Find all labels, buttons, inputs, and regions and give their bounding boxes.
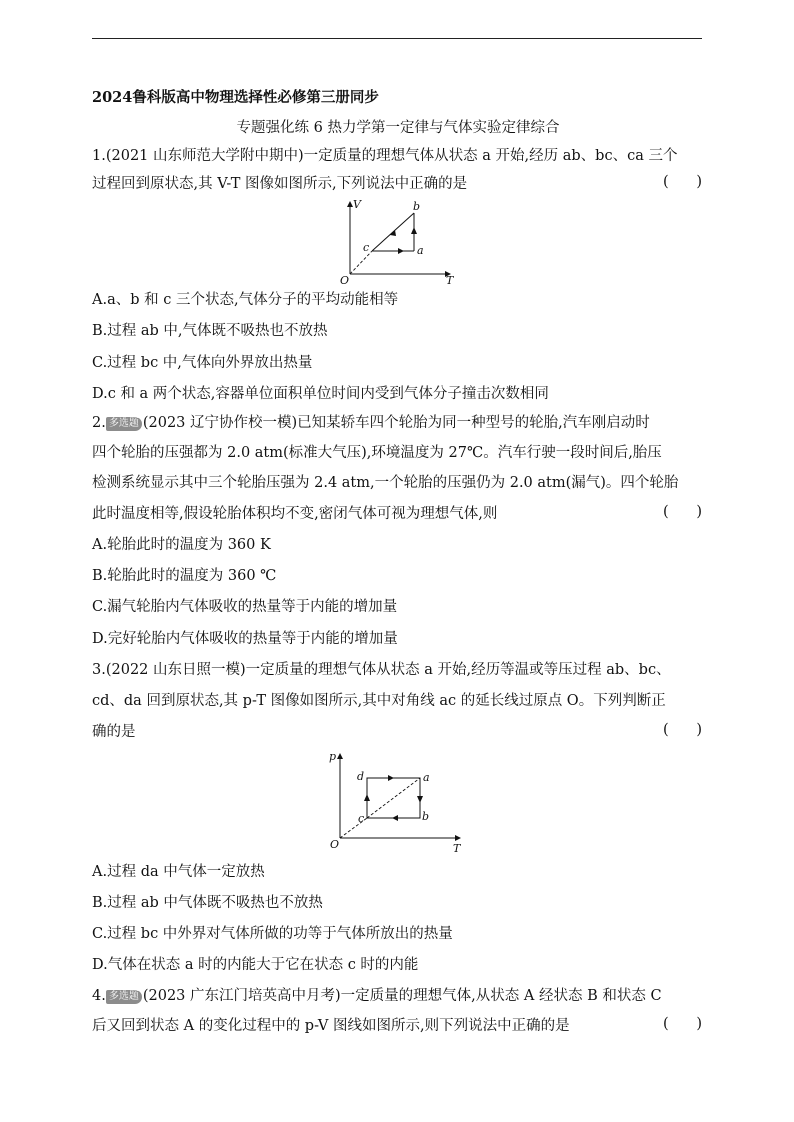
q4-stem-line2: 后又回到状态 A 的变化过程中的 p-V 图线如图所示,则下列说法中正确的是 — [92, 1018, 570, 1034]
multi-choice-badge: 多选题 — [106, 990, 142, 1004]
q2-number: 2. — [92, 415, 106, 431]
q3-y-label: p — [329, 750, 337, 763]
q2-stem-text: (2023 辽宁协作校一模)已知某轿车四个轮胎为同一种型号的轮胎,汽车刚启动时 — [142, 415, 650, 431]
q2-stem-line4: 此时温度相等,假设轮胎体积均不变,密闭气体可视为理想气体,则 — [92, 506, 498, 522]
q3-answer-blank: ( ) — [663, 722, 702, 738]
q3-stem-line1: 3.(2022 山东日照一模)一定质量的理想气体从状态 a 开始,经历等温或等压过程 ab、bc、 — [92, 662, 671, 678]
q2-stem-line1 — [92, 413, 704, 433]
q1-stem-line1: 1.(2021 山东师范大学附中期中)一定质量的理想气体从状态 a 开始,经历 ab、bc、ca 三个 — [92, 148, 678, 164]
q3-option-a[interactable]: A.过程 da 中气体一定放热 — [92, 864, 265, 880]
q1-point-c: c — [363, 241, 370, 254]
q4-stem-line1 — [92, 986, 704, 1006]
q1-stem-line2: 过程回到原状态,其 V-T 图像如图所示,下列说法中正确的是 — [92, 176, 468, 192]
q3-origin-label: O — [330, 838, 340, 851]
section-title: 专题强化练 6 热力学第一定律与气体实验定律综合 — [236, 120, 560, 136]
q3-point-a: a — [423, 771, 430, 784]
q1-origin-label: O — [340, 274, 350, 286]
q1-option-b[interactable]: B.过程 ab 中,气体既不吸热也不放热 — [92, 323, 328, 339]
q2-option-b[interactable]: B.轮胎此时的温度为 360 ℃ — [92, 568, 277, 584]
q1-point-a: a — [417, 244, 424, 257]
q3-option-d[interactable]: D.气体在状态 a 时的内能大于它在状态 c 时的内能 — [92, 957, 419, 973]
q2-option-d[interactable]: D.完好轮胎内气体吸收的热量等于内能的增加量 — [92, 631, 398, 647]
q3-option-c[interactable]: C.过程 bc 中外界对气体所做的功等于气体所放出的热量 — [92, 926, 453, 942]
q3-pt-graph — [320, 746, 470, 856]
q3-stem-line3: 确的是 — [92, 724, 136, 740]
q2-answer-blank: ( ) — [663, 504, 702, 520]
q1-dashed-extension — [350, 251, 372, 274]
q2-option-c[interactable]: C.漏气轮胎内气体吸收的热量等于内能的增加量 — [92, 599, 398, 615]
q3-arrow-da — [388, 775, 394, 781]
q3-point-b: b — [422, 810, 430, 823]
q4-stem-text: (2023 广东江门培英高中月考)一定质量的理想气体,从状态 A 经状态 B 和状态 C — [142, 988, 662, 1004]
q2-stem-line3: 检测系统显示其中三个轮胎压强为 2.4 atm,一个轮胎的压强仍为 2.0 atm(漏气)。四个轮胎 — [92, 475, 679, 491]
q1-option-d[interactable]: D.c 和 a 两个状态,容器单位面积单位时间内受到气体分子撞击次数相同 — [92, 386, 549, 402]
q2-stem-line2: 四个轮胎的压强都为 2.0 atm(标准大气压),环境温度为 27℃。汽车行驶一段时间后,胎压 — [92, 445, 662, 461]
q3-option-b[interactable]: B.过程 ab 中气体既不吸热也不放热 — [92, 895, 323, 911]
header-rule — [92, 38, 702, 39]
q3-point-d: d — [357, 770, 365, 783]
multi-choice-badge: 多选题 — [106, 417, 142, 431]
document-title: 2024鲁科版高中物理选择性必修第三册同步 — [92, 89, 379, 106]
q1-option-c[interactable]: C.过程 bc 中,气体向外界放出热量 — [92, 355, 313, 371]
q1-vt-graph — [328, 196, 468, 286]
q1-arrow-ab — [411, 227, 417, 234]
q2-option-a[interactable]: A.轮胎此时的温度为 360 K — [92, 537, 271, 553]
q1-y-label: V — [353, 198, 361, 211]
q4-number: 4. — [92, 988, 106, 1004]
q1-option-a[interactable]: A.a、b 和 c 三个状态,气体分子的平均动能相等 — [92, 292, 399, 308]
q3-stem-line2: cd、da 回到原状态,其 p-T 图像如图所示,其中对角线 ac 的延长线过原点 O。下列判断正 — [92, 693, 666, 709]
q1-answer-blank: ( ) — [663, 174, 702, 190]
q1-arrow-bc — [390, 230, 396, 236]
q3-arrow-ab — [417, 796, 423, 803]
q3-dashed-diagonal-ac — [367, 778, 420, 818]
q3-arrow-cd — [364, 794, 370, 801]
q4-answer-blank: ( ) — [663, 1016, 702, 1032]
q1-point-b: b — [413, 200, 421, 213]
q1-x-label: T — [446, 274, 454, 286]
q3-x-label: T — [453, 842, 461, 855]
q3-arrow-bc — [392, 815, 398, 821]
q3-point-c: c — [358, 812, 365, 825]
q1-arrow-ca — [398, 248, 404, 254]
